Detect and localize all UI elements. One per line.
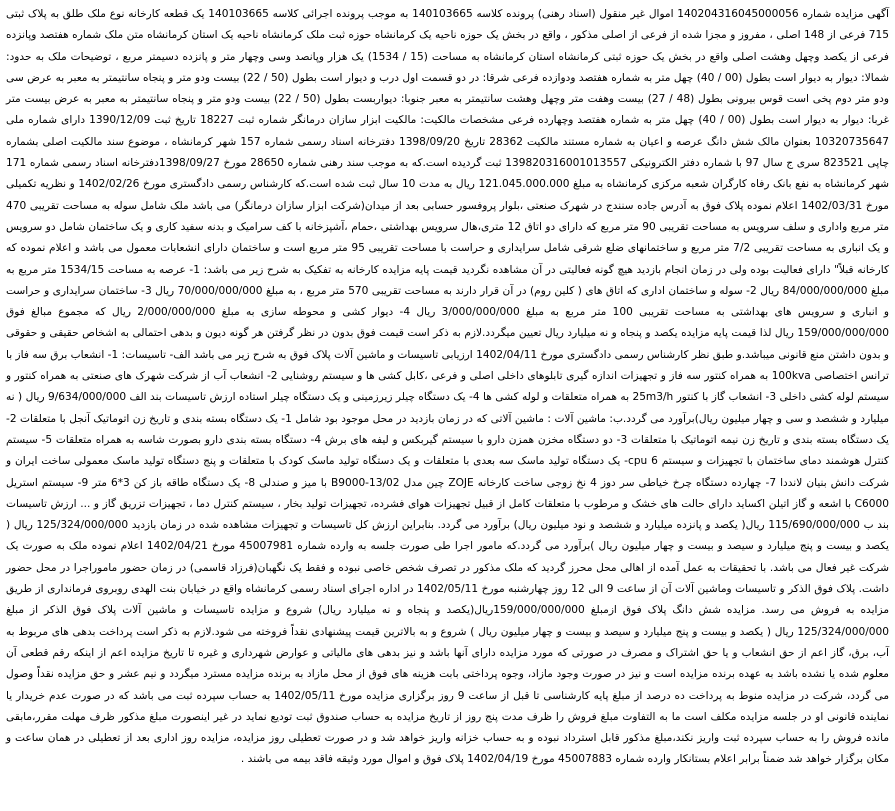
auction-notice-text: آگهی مزایده شماره 140204316045000056 اموال غیر منقول (اسناد رهنی) پرونده کلاسه 140103665 به موجب پرونده اجرائی کلاسه 140103665 یک قطعه کارخانه نوع ملک طلق به پلاک ثبتی 715 فرعی از 148 اصلی ، مفروز و مجزا شده از فرعی از اصلی مذکور ، واقع در بخش یک حوزه ناحیه یک کرمانشاه حوزه ثبت ملک کرمانشاه ناحیه یک استان کرمانشاه متن ملک شماره هفتصد وپانزده فرعی از یکصد وچهل وهشت اصلی واقع در بخش یک حوزه ثبتی کرمانشاه استان کرمانشاه به مساحت (15 / 1534) یک هزار وپانصد وسی وچهار متر و پانزده دسیمتر مربع ، توضیحات ملک به حدود: شمالا: دیوار به دیوار است بطول (00 / 40) چهل متر به شماره هفتصد ودوازده فرعی شرقا: در دو قسمت اول درب و دیوار است بطول (50 / 22) بیست ودو متر و پنجاه سانتیمتر به معبر به عرض سی ودو متر دوم پخی است قوس بیرونی بطول (48 / 27) بیست وهفت متر وچهل وهشت سانتیمتر به معبر جنوبا: دیواربست بطول (50 / 22) بیست ودو متر و پنجاه سانتیمتر به معبر به عرض بیست متر غربا: دیوار به دیوار است بطول (00 / 40) چهل متر به شماره هفتصد وچهارده فرعی مشخصات مالکیت: مالکیت ابزار سازان درمانگر شماره ثبت 18227 تاریخ ثبت 1390/12/09 دارای شماره ملی 10320735647 بعنوان مالک شش دانگ عرصه و اعیان به شماره مستند مالکیت 28362 تاریخ 1398/09/20 دفترخانه اسناد رسمی شماره 157 شهر کرمانشاه ، موضوع سند مالکیت اصلی بشماره چاپی 823521 سری ج سال 97 با شماره دفتر الکترونیکی 139820316001013557 ثبت گردیده است.که به موجب سند رهنی شماره 28650 مورخ 1398/09/27دفترخانه اسناد رسمی شماره 171 شهر کرمانشاه به نفع بانک رفاه کارگران شعبه مرکزی کرمانشاه به مبلغ 121.045.000.000 ریال به مدت 10 سال ثبت شده است.که کارشناس رسمی دادگستری مورخ 1402/02/26 و نظریه تکمیلی مورخ 1402/03/31 اعلام نموده پلاک فوق به آدرس جاده سنندج در شهرک صنعتی ،بلوار پروفسور حسابی بعد از میدان(شرکت ابزار سازان درمانگر) می باشد ملک شامل سوله به مساحت تقریبی 470 متر مربع واداری و سلف سرویس به مساحت تقریبی 90 متر مربع که دارای دو اتاق 12 متری،هال سرویس بهداشتی ،حمام ،آشپزخانه با کف سرامیک و بدنه سفید کاری و یک ساختمان شامل دو سرویس و یک انباری به مساحت تقریبی 7/2 متر مربع و ساختمانهای ضلع شرقی شامل سرایداری و حراست با مساحت تقریبی 95 متر مربع است و ساختمان دارای انشعابات معمول می باشد و اعلام نموده که کارخانه قبلاً" دارای فعالیت بوده ولی در زمان انجام بازدید هیچ گونه فعالیتی در آن مشاهده نگردید قیمت پایه مزایده کارخانه به تفکیک به شرح زیر می باشد: 1- عرصه به مساحت 1534/15 متر مربع به مبلغ 84/000/000/000 ریال 2- سوله و ساختمان اداری که اتاق های ( کلین روم) در آن قرار دارند به مساحت تقریبی 570 متر مربع ، به مبلغ 70/000/000/000 ریال 3- ساختمان سرایداری و حراست و انباری و سرویس های بهداشتی به مساحت تقریبی 100 متر مربع به مبلغ 3/000/000/000 ریال 4- دیوار کشی و محوطه سازی به مبلغ 2/000/000/000 ریال که مجموع مبالغ فوق 159/000/000/000 ریال لذا قیمت پایه مزایده یکصد و پنجاه و نه میلیارد ریال تعیین میگردد.لازم به ذکر است قیمت فوق بدون در نظر گرفتن هر گونه دیون و بدهی احتمالی به اشخاص حقیقی و حقوقی و بدون داشتن منع قانونی میباشد.و طبق نظر کارشناس رسمی دادگستری مورخ 1402/04/11 ارزیابی تاسیسات و ماشین آلات پلاک فوق به شرح زیر می باشد الف- تاسیسات: 1- انشعاب برق سه فاز با ترانس اختصاصی 100kva به همراه کنتور سه فاز و تجهیزات اندازه گیری تابلوهای داخلی اصلی و فرعی ،کابل کشی ها و سیستم روشنایی 2- انشعاب آب از شرکت شهرک های صنعتی به همراه کنتور و سیستم لوله کشی داخلی 3- انشعاب گاز با کنتور 25m3/h به همراه متعلقات و لوله کشی ها 4- یک دستگاه چیلر زیرزمینی و یک دستگاه چیلر استاده ارزش تاسیسات بند الف 9/634/000/000 ریال ( نه میلیارد و ششصد و سی و چهار میلیون ریال)برآورد می گردد.ب: ماشین آلات : ماشین آلاتی که در زمان بازدید در محل موجود بود شامل 1- یک دستگاه بسته بندی و تاریخ زن اتوماتیک آنجل با متعلقات 2- یک دستگاه بسته بندی و تاریخ زن نیمه اتوماتیک با متعلقات 3- دو دستگاه مخزن همزن دارو با سیستم گیربکس و لیفه های برش 4- دستگاه بسته بندی دارو بصورت شاسه به همراه متعلقات 5- سیستم کنترل هوشمند دمای ساختمان با تجهیزات و سیستم cpu 6- یک دستگاه تولید ماسک سه بعدی با متعلقات و یک دستگاه تولید ماسک کودک با متعلقات و پنج دستگاه تولید ماسک معمولی ساخت ایران و شرکت دانش بنیان لانددا 7- چهارده دستگاه چرخ خیاطی سر دوز 4 نخ زوجی ساخت کارخانه ZOJE چین مدل B9000-13/02 با میز و صندلی 8- یک دستگاه طاقه باز کن 3*6 متر 9- سیستم استریل C6000 با اشعه و گاز اتیلن اکساید دارای حالت های خشک و مرطوب با متعلقات کامل از قبیل تجهیزات هوای فشرده، تجهیزات تولید بخار ، سیستم کنترل دما ، تجهیزات تزریق گاز و ... ارزش تاسیسات بند ب 115/690/000/000 ریال( یکصد و پانزده میلیارد و ششصد و نود میلیون ریال) برآورد می گردد. بنابراین ارزش کل تاسیسات و تجهیزات مشاهده شده در زمان بازدید 125/324/000/000 ریال ( یکصد و بیست و پنج میلیارد و سیصد و بیست و چهار میلیون ریال )برآورد می گردد.که مامور اجرا طی صورت جلسه به وارده شماره 45007981 مورخ 1402/04/21 اعلام نموده ملک به صورت یک شرکت غیر فعال می باشد. با تحقیقات به عمل آمده از اهالی محل محرز گردید که ملک مذکور در تصرف شخص خاصی نبوده و فقط یک نگهبان(فرزاد قاسمی) در زمان حضور ماموراجرا در محل حضور داشت. پلاک فوق الذکر و تاسیسات وماشین آلات آن از ساعت 9 الی 12 روز چهارشنبه مورخ 1402/05/11 در اداره اجرای اسناد رسمی کرمانشاه واقع در خیابان بنت الهدی روبروی فرمانداری از طریق مزایده به فروش می رسد. مزایده شش دانگ پلاک فوق ازمبلغ 159/000/000/000ریال(یکصد و پنجاه و نه میلیارد ریال) شروع و مزایده تاسیسات و ماشین آلات پلاک فوق الذکر از مبلغ 125/324/000/000 ریال ( یکصد و بیست و پنج میلیارد و سیصد و بیست و چهار میلیون ریال ) شروع و به بالاترین قیمت پیشنهادی نقداً فروخته می شود.لازم به ذکر است پرداخت بدهی های مربوط به آب، برق، گاز اعم از حق انشعاب و یا حق اشتراک و مصرف در صورتی که مورد مزایده دارای آنها باشد و نیز بدهی های مالیاتی و عوارض شهرداری و غیره تا تاریخ مزایده اعم از اینکه رقم قطعی آن معلوم شده یا نشده باشد به عهده برنده مزایده است و نیز در صورت وجود مازاد، وجوه پرداختی بابت هزینه های فوق از محل مازاد به برنده مزایده مسترد میگردد و نیم عشر و حق مزایده نقداً وصول می گردد، شرکت در مزایده منوط به پرداخت ده درصد از مبلغ پایه کارشناسی تا قبل از ساعت 9 روز برگزاری مزایده مورخ 1402/05/11 به حساب سپرده ثبت می باشد که در صورت عدم خریدار یا نماینده قانونی او در جلسه مزایده مکلف است ما به التفاوت مبلغ فروش را ظرف مدت پنج روز از تاریخ مزایده به حساب صندوق ثبت تودیع نماید در غیر اینصورت مبلغ مذکور ظرف مهلت مقرر،مابقی مانده فروش را به حساب سپرده ثبت واریز نکند،مبلغ مذکور قابل استرداد نبوده و به حساب خزانه واریز خواهد شد و در صورت تعطیلی روز مزایده، مزایده روز اداری بعد از تعطیلی در همان ساعت و مکان برگزار خواهد شد ضمناً برابر اعلام بستانکار وارده شماره 45007883 مورخ 1402/04/19 پلاک فوق و اموال مورد وثیقه فاقد بیمه می باشند . (6, 8, 890, 766)
